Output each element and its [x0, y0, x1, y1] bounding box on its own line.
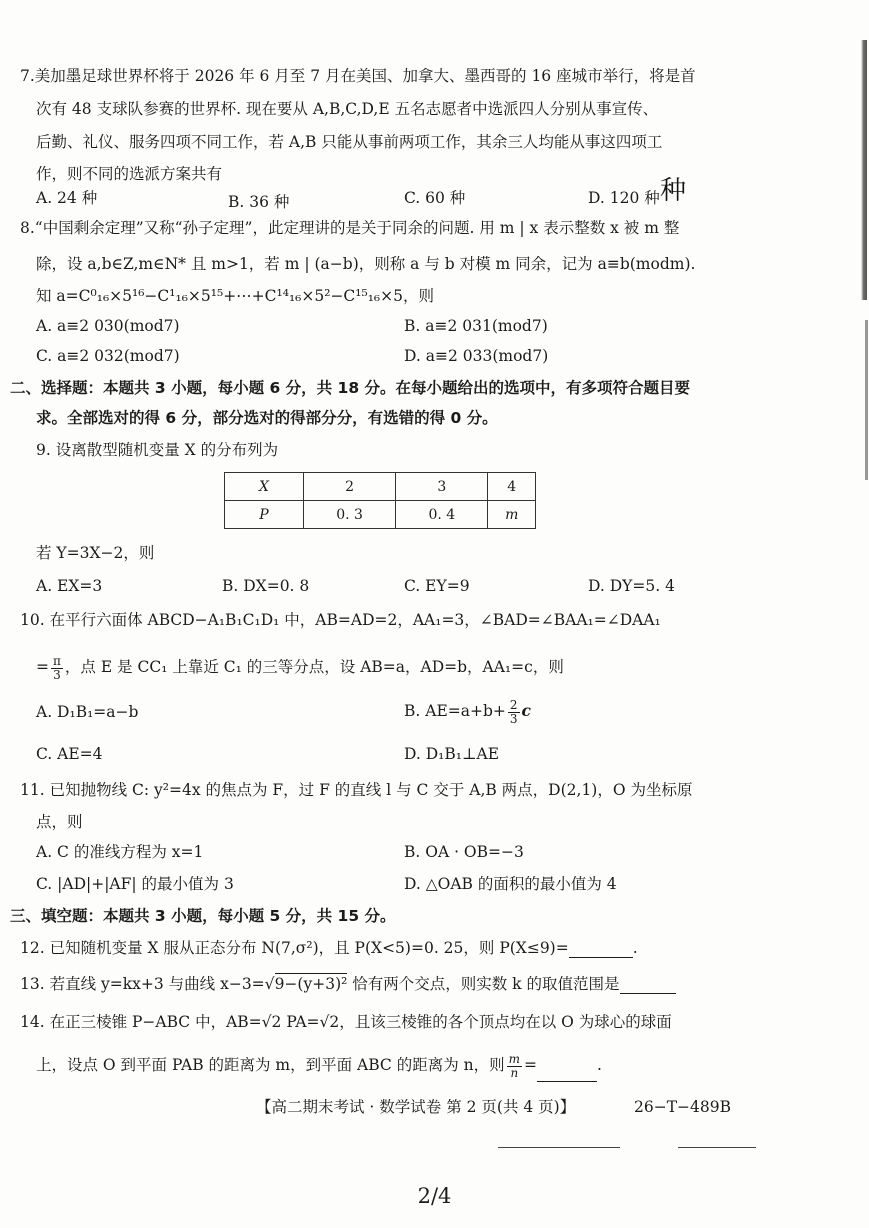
fraction-denominator: 3: [53, 667, 61, 682]
q10-option-c: C. AE=4: [36, 745, 103, 763]
q7-line2: 次有 48 支球队参赛的世界杯. 现在要从 A,B,C,D,E 五名志愿者中选派四人分别从事宣传、: [36, 100, 659, 118]
q8-option-a: A. a≡2 030(mod7): [36, 317, 180, 335]
footer-code: 26−T−489B: [634, 1098, 732, 1116]
table-cell: 0. 3: [304, 501, 396, 529]
footer-title: 【高二期末考试 · 数学试卷 第 2 页(共 4 页)】: [256, 1098, 576, 1116]
q8-line3: 知 a=C⁰₁₆×5¹⁶−C¹₁₆×5¹⁵+⋯+C¹⁴₁₆×5²−C¹⁵₁₆×5，则: [36, 287, 434, 305]
q14-text: 上，设点 O 到平面 PAB 的距离为 m，到平面 ABC 的距离为 n，则: [36, 1056, 505, 1074]
divider: [678, 1147, 756, 1148]
q12-end: .: [632, 939, 638, 957]
sqrt-icon: √: [264, 975, 275, 993]
table-cell: X: [225, 473, 304, 501]
section2-heading: 二、选择题：本题共 3 小题，每小题 6 分，共 18 分。在每小题给出的选项中，有多项符合题目要: [10, 379, 691, 397]
q12-line: [20, 938, 638, 958]
q13-line: [20, 974, 676, 994]
q8-option-c: C. a≡2 032(mod7): [36, 347, 180, 365]
table-cell: P: [225, 501, 304, 529]
q9-stem: 9. 设离散型随机变量 X 的分布列为: [36, 441, 279, 459]
q11-line1: 11. 已知抛物线 C: y²=4x 的焦点为 F，过 F 的直线 l 与 C 交于 A,B 两点，D(2,1)，O 为坐标原: [20, 781, 693, 799]
table-row: [225, 501, 536, 529]
sqrt-radicand: 9−(y+3)²: [274, 975, 348, 993]
q10-equals: =: [36, 658, 49, 676]
q14-equals: =: [524, 1056, 538, 1074]
section3-heading: 三、填空题：本题共 3 小题，每小题 5 分，共 15 分。: [10, 907, 396, 925]
q8-line2: 除，设 a,b∈Z,m∈N* 且 m>1，若 m | (a−b)，则称 a 与 b 对模 m 同余，记为 a≡b(modm).: [36, 255, 696, 273]
fraction-numerator: m: [508, 1051, 521, 1066]
divider: [498, 1147, 620, 1148]
answer-blank[interactable]: [620, 977, 676, 994]
vector-c: c: [521, 701, 531, 720]
table-cell: 0. 4: [396, 501, 488, 529]
table-cell: 4: [488, 473, 536, 501]
q14-line1: 14. 在正三棱锥 P−ABC 中，AB=√2 PA=√2，且该三棱锥的各个顶点均在以 O 为球心的球面: [20, 1013, 672, 1031]
q14-line2: [36, 1048, 602, 1082]
q8-option-b: B. a≡2 031(mod7): [404, 317, 548, 335]
q13-text: 13. 若直线 y=kx+3 与曲线 x−3=: [20, 975, 265, 993]
q10-option-d: D. D₁B₁⊥AE: [404, 745, 500, 763]
q11-option-d: D. △OAB 的面积的最小值为 4: [404, 875, 617, 893]
q10-line2: [36, 650, 564, 684]
q9-option-b: B. DX=0. 8: [222, 577, 310, 595]
q7-option-b: B. 36 种: [228, 193, 290, 211]
q7-line3: 后勤、礼仪、服务四项不同工作，若 A,B 只能从事前两项工作，其余三人均能从事这四项工: [36, 133, 663, 151]
q9-option-a: A. EX=3: [36, 577, 103, 595]
q10-option-b-text: B. AE=a+b+: [404, 702, 506, 720]
q9-option-c: C. EY=9: [404, 577, 470, 595]
m-over-n-fraction: [507, 1053, 522, 1080]
pi-over-3-fraction: [51, 655, 63, 682]
section2-heading-cont: 求。全部选对的得 6 分，部分选对的得部分分，有选错的得 0 分。: [36, 409, 498, 427]
fraction-denominator: 3: [509, 711, 518, 726]
q12-text: 12. 已知随机变量 X 服从正态分布 N(7,σ²)，且 P(X<5)=0. 25，则 P(X≤9)=: [20, 939, 569, 957]
q7-option-a: A. 24 种: [36, 189, 98, 207]
two-thirds-fraction: [508, 699, 520, 726]
q11-option-b: B. OA · OB=−3: [404, 843, 524, 861]
q11-option-a: A. C 的准线方程为 x=1: [36, 843, 204, 861]
q11-option-c: C. |AD|+|AF| 的最小值为 3: [36, 875, 234, 893]
q7-line1: 7.美加墨足球世界杯将于 2026 年 6 月至 7 月在美国、加拿大、墨西哥的 16 座城市举行，将是首: [20, 67, 696, 85]
q10-option-b: [404, 694, 531, 728]
q7-option-d: D. 120 种: [588, 189, 660, 207]
fraction-numerator: π: [53, 653, 61, 668]
handwritten-mark: 种: [660, 176, 687, 206]
q9-condition: 若 Y=3X−2，则: [36, 544, 155, 562]
q10-option-a: A. D₁B₁=a−b: [36, 703, 139, 721]
fraction-numerator: 2: [509, 697, 518, 712]
q13-text-end: 恰有两个交点，则实数 k 的取值范围是: [347, 975, 620, 993]
q10-line1: 10. 在平行六面体 ABCD−A₁B₁C₁D₁ 中，AB=AD=2，AA₁=3，∠BAD=∠BAA₁=∠DAA₁: [20, 611, 661, 629]
table-row: [225, 473, 536, 501]
q9-option-d: D. DY=5. 4: [588, 577, 675, 595]
answer-blank[interactable]: [569, 941, 633, 958]
distribution-table: [224, 472, 536, 529]
scan-shadow: [865, 320, 868, 480]
q7-option-c: C. 60 种: [404, 189, 466, 207]
q8-line1: 8.“中国剩余定理”又称“孙子定理”，此定理讲的是关于同余的问题. 用 m | x 表示整数 x 被 m 整: [20, 219, 680, 237]
fraction-denominator: n: [510, 1065, 519, 1080]
q8-option-d: D. a≡2 033(mod7): [404, 347, 549, 365]
table-cell: m: [488, 501, 536, 529]
page-number: 2/4: [417, 1184, 452, 1208]
q7-line4: 作，则不同的选派方案共有: [36, 165, 223, 183]
q14-end: .: [597, 1056, 602, 1074]
q11-line2: 点，则: [36, 813, 83, 831]
answer-blank[interactable]: [537, 1065, 597, 1082]
q10-line2-text: ，点 E 是 CC₁ 上靠近 C₁ 的三等分点，设 AB=a，AD=b，AA₁=c，则: [64, 658, 564, 676]
scan-shadow: [861, 40, 867, 300]
table-cell: 3: [396, 473, 488, 501]
table-cell: 2: [304, 473, 396, 501]
